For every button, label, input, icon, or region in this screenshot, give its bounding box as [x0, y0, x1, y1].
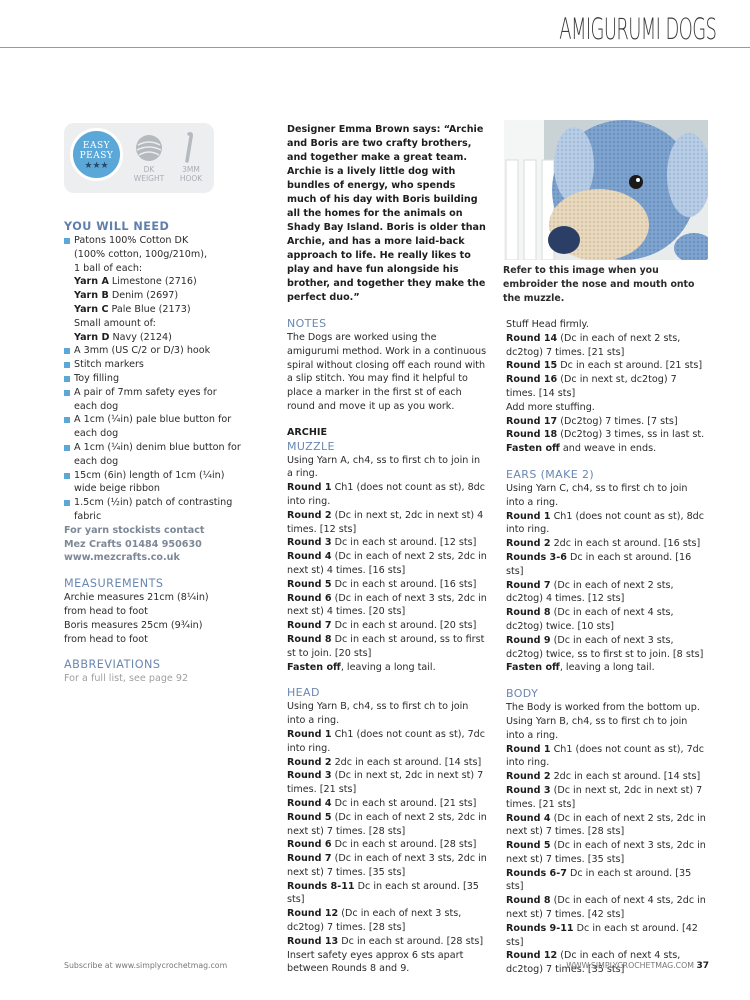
pattern-round: Round 1 Ch1 (does not count as st), 8dc into ring.	[287, 482, 486, 507]
page-number: 37	[696, 961, 709, 971]
pattern-round: Rounds 6-7 Dc in each st around. [35 sts]	[506, 867, 692, 893]
pattern-round: Round 13 Dc in each st around. [28 sts]	[287, 935, 484, 947]
notes-text: The Dogs are worked using the amigurumi method. Work in a continuous spiral without closing off each round with a slip stitch. You may find it helpful to place a marker in the first st of each round and move it up as you work.	[287, 332, 487, 412]
hook-size-label: 3MM HOOK	[179, 165, 203, 183]
footer-subscribe: Subscribe at www.simplycrochetmag.com	[64, 961, 228, 970]
pattern-round: Round 17 (Dc2tog) 7 times. [7 sts]	[506, 415, 678, 427]
pattern-round: Round 2 (Dc in next st, 2dc in next st) 4 times. [12 sts]	[287, 509, 484, 535]
list-item: Stitch markers	[64, 358, 264, 372]
pattern-round: Rounds 3-6 Dc in each st around. [16 sts]	[506, 551, 692, 577]
pattern-round: Round 14 (Dc in each of next 2 sts, dc2tog) 7 times. [21 sts]	[506, 332, 681, 358]
pattern-round: Round 16 (Dc in next st, dc2tog) 7 times. [14 sts]	[506, 374, 677, 399]
dog-photo	[504, 120, 708, 260]
left-column	[64, 220, 264, 686]
muzzle-intro: Using Yarn A, ch4, ss to first ch to join in a ring.	[287, 454, 481, 480]
pattern-round: Round 2 2dc in each st around. [14 sts]	[506, 771, 701, 783]
pattern-round: Round 4 (Dc in each of next 2 sts, 2dc in next st) 4 times. [16 sts]	[287, 551, 487, 576]
pattern-round: Round 4 Dc in each st around. [21 sts]	[287, 797, 477, 809]
pattern-round: Round 8 Dc in each st around, ss to first st to join. [20 sts]	[287, 633, 485, 659]
pattern-round: Rounds 9-11 Dc in each st around. [42 sts]	[506, 922, 698, 948]
pattern-round: Round 7 (Dc in each of next 3 sts, 2dc in next st) 7 times. [35 sts]	[287, 853, 487, 878]
hook-icon	[182, 131, 198, 163]
head-rounds	[287, 728, 487, 949]
stuff-head: Stuff Head firmly.	[506, 319, 589, 330]
muzzle-rounds	[287, 481, 487, 674]
designer-intro: Designer Emma Brown says: “Archie and Boris are two crafty brothers, and together make a great team. Archie is a lively little dog with bundles of energy, who spends much of his day with Boris building all the homes for the animals on Shady Bay Island. Boris is older than Archie, and has a more laid-back approach to life. He really likes to play and have fun alongside his brother, and together they make the perfect duo.”	[287, 124, 486, 303]
pattern-round: Round 8 (Dc in each of next 4 sts, 2dc in next st) 7 times. [42 sts]	[506, 895, 706, 921]
head-rounds-continued	[506, 332, 706, 401]
pattern-round: Round 2 2dc in each st around. [16 sts]	[506, 538, 701, 550]
list-item: A pair of 7mm safety eyes for each dog	[64, 386, 234, 414]
body-rounds	[506, 743, 706, 978]
you-will-need-heading: YOU WILL NEED	[64, 220, 170, 233]
head-intro: Using Yarn B, ch4, ss to first ch to join into a ring.	[287, 701, 469, 727]
list-item: 1.5cm (½in) patch of contrasting fabric	[64, 496, 239, 524]
body-intro: The Body is worked from the bottom up. Using Yarn B, ch4, ss to first ch to join into a ring.	[506, 702, 700, 741]
ears-heading: EARS (MAKE 2)	[506, 467, 595, 481]
pattern-round: Round 6 Dc in each st around. [28 sts]	[287, 839, 477, 851]
pattern-round: Round 7 Dc in each st around. [20 sts]	[287, 620, 477, 632]
ears-intro: Using Yarn C, ch4, ss to first ch to join into a ring.	[506, 482, 688, 508]
pattern-round: Round 15 Dc in each st around. [21 sts]	[506, 360, 703, 372]
pattern-round: Round 18 (Dc2tog) 3 times, ss in last st.	[506, 429, 705, 441]
pattern-round: Round 5 (Dc in each of next 3 sts, 2dc in next st) 7 times. [35 sts]	[506, 840, 706, 865]
head-rounds-final	[506, 415, 706, 456]
peasy-label: PEASY	[79, 151, 114, 161]
pattern-round: Round 3 (Dc in next st, 2dc in next st) 7 times. [21 sts]	[287, 770, 484, 796]
list-item: Toy filling	[64, 372, 264, 386]
pattern-round: Round 1 Ch1 (does not count as st), 7dc into ring.	[506, 743, 705, 769]
pattern-round: Round 3 (Dc in next st, 2dc in next st) 7 times. [21 sts]	[506, 784, 703, 810]
difficulty-badges	[64, 123, 214, 193]
list-item: A 3mm (US C/2 or D/3) hook	[64, 344, 264, 358]
body-heading: BODY	[506, 687, 539, 701]
measurement-archie: Archie measures 21cm (8¼in) from head to foot	[64, 592, 209, 617]
abbreviations-heading: ABBREVIATIONS	[64, 658, 161, 672]
head-end: Insert safety eyes approx 6 sts apart between Rounds 8 and 9.	[287, 949, 464, 975]
header-rule	[0, 47, 750, 48]
footer-site: WWW.SIMPLYCROCHETMAG.COM 37	[566, 961, 709, 971]
pattern-round: Round 6 (Dc in each of next 3 sts, 2dc in next st) 4 times. [20 sts]	[287, 592, 487, 618]
photo-caption: Refer to this image when you embroider the nose and mouth onto the muzzle.	[503, 265, 695, 304]
ears-rounds	[506, 510, 706, 676]
pattern-round: Round 3 Dc in each st around. [12 sts]	[287, 537, 477, 549]
dk-weight-label: DK WEIGHT	[133, 165, 165, 183]
pattern-round: Rounds 8-11 Dc in each st around. [35 sts]	[287, 880, 479, 906]
rating-stars-icon: ★★★	[84, 161, 109, 171]
pattern-round: Round 5 (Dc in each of next 2 sts, 2dc in next st) 7 times. [28 sts]	[287, 811, 487, 837]
more-stuffing: Add more stuffing.	[506, 401, 595, 413]
easy-peasy-badge	[70, 128, 123, 181]
right-column	[506, 318, 706, 977]
pattern-round: Round 1 Ch1 (does not count as st), 7dc into ring.	[287, 728, 486, 754]
measurements-heading: MEASUREMENTS	[64, 577, 164, 591]
pattern-round: Round 1 Ch1 (does not count as st), 8dc into ring.	[506, 510, 705, 536]
pattern-round: Fasten off and weave in ends.	[506, 443, 657, 455]
pattern-round: Round 2 2dc in each st around. [14 sts]	[287, 756, 482, 768]
pattern-round: Fasten off, leaving a long tail.	[287, 661, 436, 673]
pattern-round: Round 7 (Dc in each of next 2 sts, dc2tog) 4 times. [12 sts]	[506, 579, 674, 605]
amigurumi-dog-image	[504, 120, 708, 260]
yarn-ball-icon	[134, 133, 164, 163]
list-item: 15cm (6in) length of 1cm (¼in) wide beige ribbon	[64, 469, 239, 497]
pattern-round: Round 5 Dc in each st around. [16 sts]	[287, 578, 477, 590]
measurement-boris: Boris measures 25cm (9¾in) from head to foot	[64, 619, 203, 645]
middle-column	[287, 123, 487, 976]
easy-label: EASY	[82, 141, 111, 151]
pattern-round: Round 9 (Dc in each of next 3 sts, dc2tog) twice, ss to first st to join. [8 sts]	[506, 634, 704, 660]
pattern-round: Round 12 (Dc in each of next 3 sts, dc2tog) 7 times. [28 sts]	[287, 908, 462, 934]
muzzle-heading: MUZZLE	[287, 439, 335, 453]
notes-heading: NOTES	[287, 317, 327, 330]
list-item: Patons 100% Cotton DK (100% cotton, 100g/210m), 1 ball of each: Yarn A Limestone (2716) Yarn B Denim (2697) Yarn C Pale Blue (2173) Small amount of: Yarn D Navy (2124)	[64, 234, 264, 344]
pattern-round: Fasten off, leaving a long tail.	[506, 662, 655, 674]
list-item: A 1cm (¼in) denim blue button for each dog	[64, 441, 249, 469]
pattern-round: Round 8 (Dc in each of next 4 sts, dc2tog) twice. [10 sts]	[506, 607, 674, 632]
stockist-contact: For yarn stockists contact Mez Crafts 01484 950630 www.mezcrafts.co.uk	[64, 524, 205, 564]
archie-heading: ARCHIE	[287, 426, 328, 438]
list-item: A 1cm (¼in) pale blue button for each dog	[64, 413, 234, 441]
abbreviations-note: For a full list, see page 92	[64, 673, 189, 685]
stockist-link[interactable]: www.mezcrafts.co.uk	[64, 552, 180, 564]
head-heading: HEAD	[287, 686, 320, 700]
pattern-round: Round 4 (Dc in each of next 2 sts, 2dc in next st) 7 times. [28 sts]	[506, 812, 706, 838]
page-title: AMIGURUMI DOGS	[558, 12, 716, 46]
pattern-round: Round 12 (Dc in each of next 4 sts, dc2tog) 7 times. [35 sts]	[506, 950, 681, 976]
